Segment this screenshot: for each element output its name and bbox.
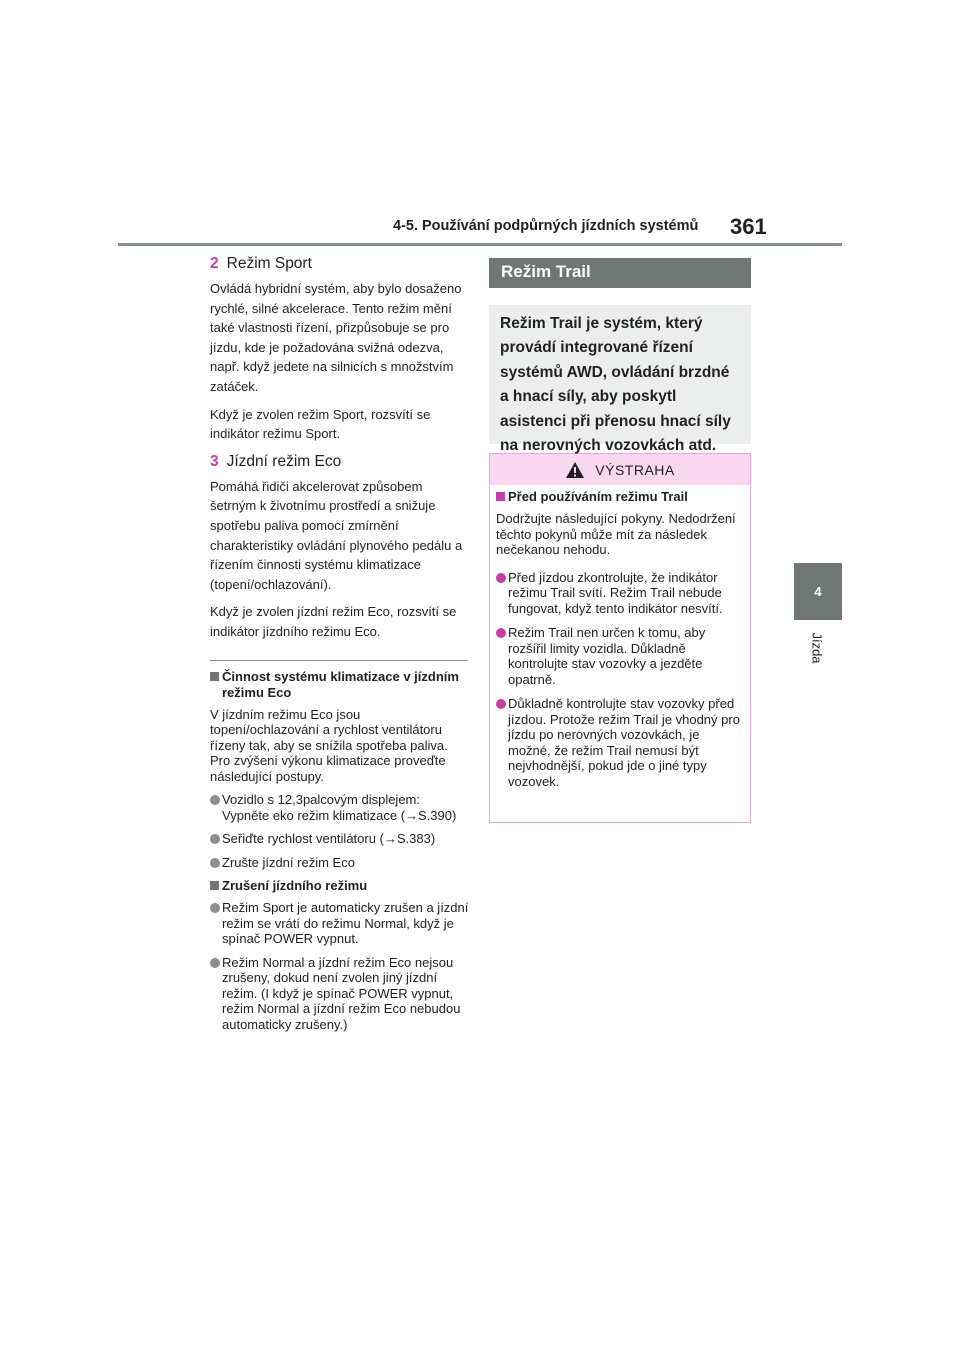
eco-mode-title	[210, 452, 470, 472]
eco-mode-indicator-note: Když je zvolen jízdní režim Eco, rozsvítí se indikátor jízdního režimu Eco.	[210, 604, 457, 639]
warning-triangle-icon	[565, 461, 585, 479]
round-bullet-icon	[210, 834, 220, 844]
list-item	[496, 570, 742, 617]
list-item-text: Zrušte jízdní režim Eco	[222, 854, 355, 870]
climate-eco-heading	[210, 669, 470, 701]
warning-body	[490, 485, 750, 789]
list-item-text: Režim Sport je automaticky zrušen a jízdní režim se vrátí do režimu Normal, když je spínač POWER vypnut.	[222, 900, 469, 946]
chapter-label: Jízda	[809, 632, 825, 664]
chapter-label-wrapper	[802, 628, 832, 668]
sport-mode-indicator-note: Když je zvolen režim Sport, rozsvítí se indikátor režimu Sport.	[210, 406, 431, 442]
round-bullet-icon	[496, 573, 506, 583]
climate-eco-heading-text: Činnost systému klimatizace v jízdním režimu Eco	[222, 668, 459, 700]
page-number: 361	[730, 214, 767, 239]
warning-box	[489, 453, 751, 823]
round-bullet-icon	[210, 903, 220, 913]
cancel-mode-heading-text: Zrušení jízdního režimu	[222, 878, 368, 893]
header-rule	[118, 243, 842, 246]
section-divider	[210, 660, 468, 661]
round-bullet-icon	[210, 858, 220, 868]
warning-title: VÝSTRAHA	[595, 461, 675, 478]
list-item-text: Seřiďte rychlost ventilátoru (→S.383)	[222, 831, 436, 846]
trail-mode-section-title: Režim Trail	[489, 258, 751, 288]
square-bullet-icon	[210, 672, 219, 681]
list-item	[210, 900, 470, 947]
list-item-text: Vozidlo s 12,3palcovým displejem: Vypněte eko režim klimatizace (→S.390)	[222, 792, 457, 823]
left-column	[210, 254, 470, 1040]
square-bullet-icon	[210, 881, 219, 890]
list-item	[210, 955, 470, 1033]
round-bullet-icon	[496, 628, 506, 638]
climate-eco-text: V jízdním režimu Eco jsou topení/ochlazování a rychlost ventilátoru řízeny tak, aby se snížila spotřeba paliva. Pro zvýšení výkonu klimatizace proveďte následující postupy.	[210, 706, 448, 784]
trail-mode-intro-box	[489, 305, 751, 455]
sport-mode-description: Ovládá hybridní systém, aby bylo dosaženo rychlé, silné akcelerace. Tento režim mění také vlastnosti řízení, přizpůsobuje se pro jízdu, kde je požadována svižná odezva, např. když jedete na silnicích s množstvím zatáček.	[210, 281, 462, 394]
sport-mode-number: 2	[210, 255, 219, 272]
list-item-text: Režim Normal a jízdní režim Eco nejsou zrušeny, dokud není zvolen jiný jízdní režim. (I když je spínač POWER vypnut, režim Normal a jízdní režim Eco nebudou automaticky zrušeny.)	[222, 954, 461, 1032]
list-item	[496, 696, 742, 789]
eco-mode-number: 3	[210, 452, 219, 470]
round-bullet-icon	[210, 795, 220, 805]
chapter-tab	[794, 563, 842, 620]
warning-header	[490, 454, 750, 485]
list-item-text: Důkladně kontrolujte stav vozovky před jízdou. Protože režim Trail je vhodný pro jízdu po nerovných vozovkách, je možné, že režim Trail nemusí být nejvhodnější, pokud jde o jiné typy vozovek.	[508, 696, 740, 789]
eco-mode-title-text: Jízdní režim Eco	[226, 452, 342, 470]
section-header-title: 4-5. Používání podpůrných jízdních systémů	[393, 218, 699, 234]
list-item-text: Před jízdou zkontrolujte, že indikátor režimu Trail svítí. Režim Trail nebude fungovat, když tento indikátor nesvítí.	[508, 569, 723, 616]
warning-heading-text: Před používáním režimu Trail	[508, 489, 688, 504]
round-bullet-icon	[496, 699, 506, 709]
square-bullet-icon	[496, 492, 505, 501]
warning-text: Dodržujte následující pokyny. Nedodržení těchto pokynů může mít za následek nečekanou nehodu.	[496, 511, 736, 557]
list-item	[210, 792, 470, 823]
list-item	[210, 831, 470, 847]
list-item-text: Režim Trail nen určen k tomu, aby rozšířil limity vozidla. Důkladně kontrolujte stav vozovky a jezděte opatrně.	[508, 625, 706, 687]
round-bullet-icon	[210, 958, 220, 968]
list-item	[210, 855, 470, 871]
warning-heading	[496, 489, 742, 505]
sport-mode-title-text: Režim Sport	[226, 255, 312, 272]
eco-mode-description: Pomáhá řidiči akcelerovat způsobem šetrným k životnímu prostředí a snižuje spotřebu paliva pomocí zmírnění charakteristiky ovládání plynového pedálu a řízením činnosti systému klimatizace (topení/ochlazování).	[210, 478, 463, 592]
cancel-mode-heading	[210, 878, 470, 894]
right-column	[489, 258, 751, 823]
sport-mode-title	[210, 254, 470, 274]
list-item	[496, 625, 742, 687]
trail-mode-intro-text: Režim Trail je systém, který provádí integrované řízení systémů AWD, ovládání brzdné a hnací síly, aby poskytl asistenci při přenosu hnací síly na nerovných vozovkách atd.	[500, 315, 731, 455]
chapter-number: 4	[814, 584, 822, 599]
